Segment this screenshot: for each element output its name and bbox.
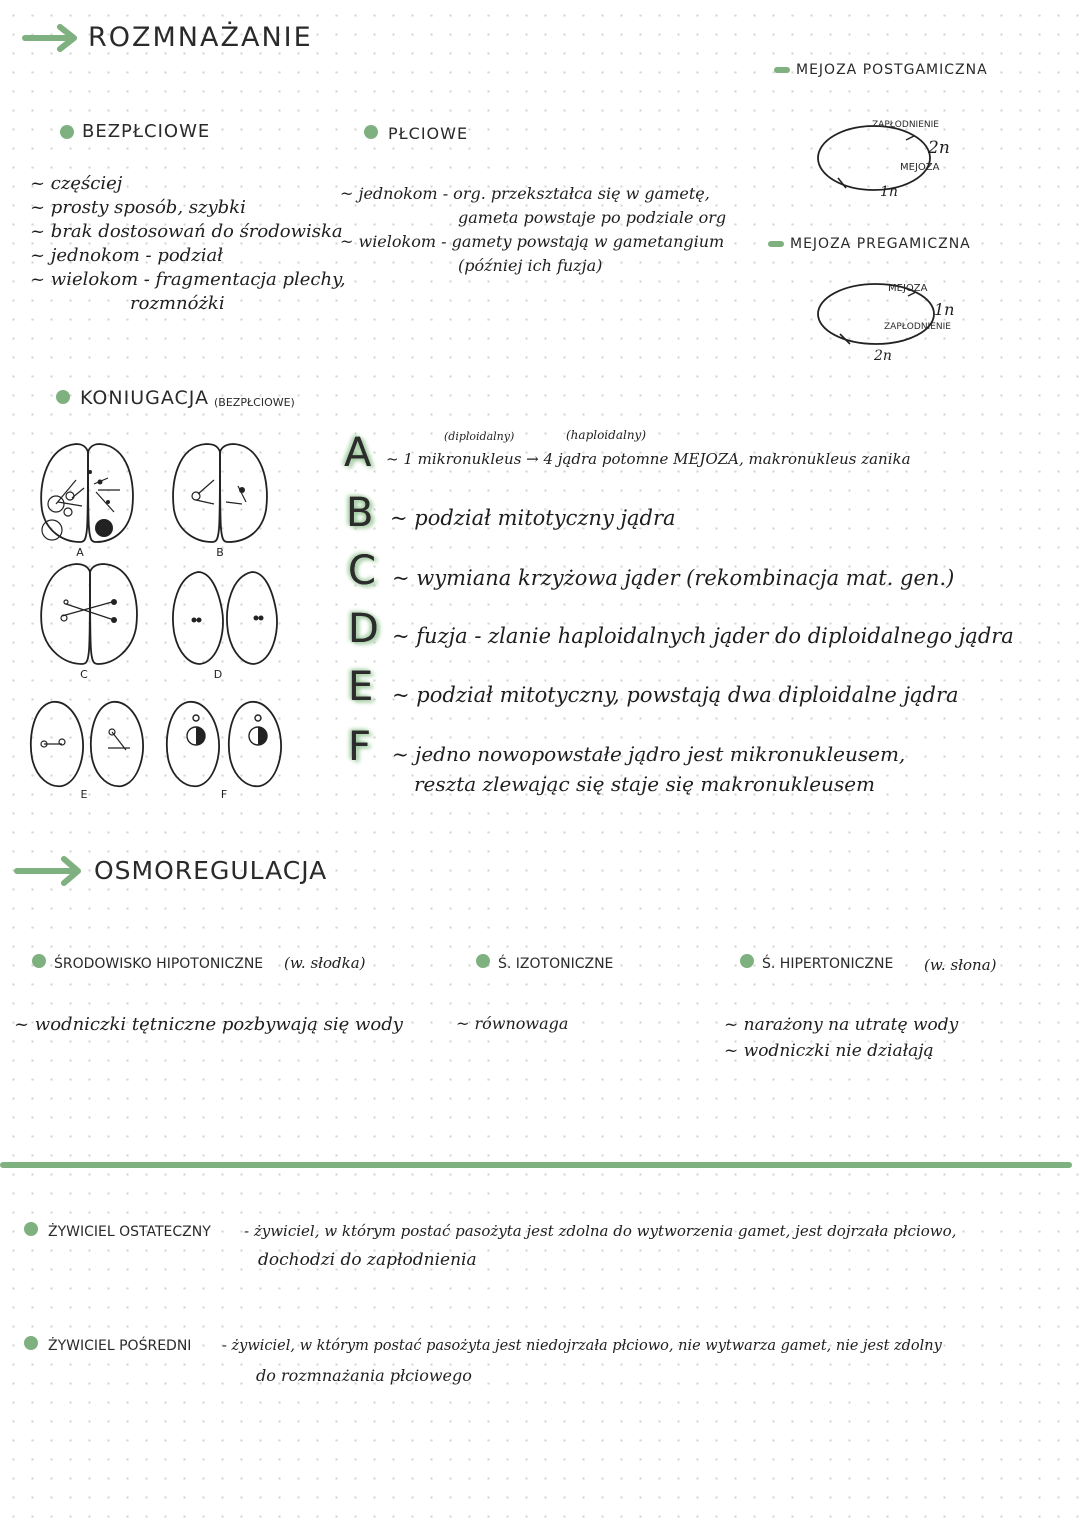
bullet-dot	[60, 125, 74, 139]
bullet-dot	[740, 954, 754, 968]
list-item: ~ jednokom - podział	[30, 245, 224, 266]
pregamic-label-diploid: 2n	[874, 348, 892, 364]
annotation-haploid: (haploidalny)	[566, 428, 647, 442]
hypertonic-heading: Ś. HIPERTONICZNE	[762, 956, 894, 972]
step-text-e: ~ podział mitotyczny, powstają dwa diploidalne jądra	[392, 683, 959, 707]
figure-label-a: A	[76, 546, 84, 559]
definitive-host-line2: dochodzi do zapłodnienia	[258, 1250, 477, 1270]
pregamic-label-meiosis: MEJOZA	[888, 283, 928, 294]
sexual-heading: PŁCIOWE	[388, 124, 469, 143]
step-letter-f: F	[348, 724, 372, 770]
conjugation-figure	[28, 432, 298, 804]
step-text-a: ~ 1 mikronukleus → 4 jądra potomne MEJOZA, makronukleus zanika	[386, 450, 911, 468]
bullet-dot	[56, 390, 70, 404]
bullet-dash	[768, 241, 784, 247]
page-title-osmoregulation: OSMOREGULACJA	[94, 856, 328, 885]
step-letter-e: E	[348, 664, 374, 710]
hypotonic-text: ~ wodniczki tętniczne pozbywają się wody	[14, 1014, 403, 1035]
list-item: rozmnóżki	[130, 293, 225, 314]
postgamic-label-haploid: 1n	[880, 184, 898, 200]
pregamic-label-fertilization: ZAPŁODNIENIE	[884, 322, 951, 332]
step-text-f-continued: reszta zlewając się staje się makronukleusem	[414, 772, 876, 796]
bullet-dot	[364, 125, 378, 139]
list-item: ~ prosty sposób, szybki	[30, 197, 246, 218]
bullet-dot	[24, 1336, 38, 1350]
list-item: ~ częściej	[30, 173, 123, 194]
step-letter-a: A	[344, 430, 372, 476]
page-title-reproduction: ROZMNAŻANIE	[88, 22, 313, 53]
title-arrow-icon	[22, 24, 80, 52]
postgamic-label-meiosis: MEJOZA	[900, 162, 940, 173]
list-item: ~ wielokom - fragmentacja plechy,	[30, 269, 346, 290]
asexual-heading: BEZPŁCIOWE	[82, 121, 211, 142]
step-text-b: ~ podział mitotyczny jądra	[390, 506, 676, 530]
figure-label-f: F	[220, 788, 228, 801]
hypotonic-note: (w. słodka)	[284, 954, 366, 972]
figure-label-b: B	[216, 546, 224, 559]
step-text-d: ~ fuzja - zlanie haploidalnych jąder do diploidalnego jądra	[392, 624, 1014, 648]
postgamic-label-ploidy: 2n	[928, 138, 950, 158]
list-item: (później ich fuzja)	[458, 256, 603, 275]
hypertonic-note: (w. słona)	[924, 956, 997, 974]
step-text-c: ~ wymiana krzyżowa jąder (rekombinacja mat. gen.)	[392, 566, 955, 590]
bullet-dot	[476, 954, 490, 968]
sexual-list	[340, 182, 726, 278]
list-item: gameta powstaje po podziale org	[458, 208, 727, 227]
hypotonic-heading: ŚRODOWISKO HIPOTONICZNE	[54, 956, 264, 972]
annotation-diploid: (diploidalny)	[444, 430, 515, 443]
pregamic-heading: MEJOZA PREGAMICZNA	[790, 236, 971, 252]
isotonic-text: ~ równowaga	[456, 1014, 569, 1033]
bullet-dash	[774, 67, 790, 73]
postgamic-heading: MEJOZA POSTGAMICZNA	[796, 62, 988, 78]
title-arrow-icon	[14, 856, 84, 886]
list-item: ~ wielokom - gamety powstają w gametangium	[340, 232, 725, 251]
conjugation-note: (BEZPŁCIOWE)	[214, 396, 295, 409]
figure-label-e: E	[80, 788, 88, 801]
step-letter-c: C	[348, 548, 376, 594]
section-divider	[0, 1162, 1072, 1168]
intermediate-host-line2: do rozmnażania płciowego	[256, 1366, 472, 1385]
isotonic-heading: Ś. IZOTONICZNE	[498, 956, 614, 972]
list-item: ~ brak dostosowań do środowiska	[30, 221, 343, 242]
list-item: ~ jednokom - org. przekształca się w gametę,	[340, 184, 710, 203]
asexual-list	[30, 172, 346, 316]
step-letter-b: B	[346, 490, 374, 536]
pregamic-label-ploidy: 1n	[934, 300, 955, 319]
definitive-host-term: ŻYWICIEL OSTATECZNY	[48, 1224, 211, 1240]
conjugation-heading: KONIUGACJA	[80, 387, 210, 409]
step-text-f: ~ jedno nowopowstałe jądro jest mikronukleusem,	[392, 742, 906, 766]
intermediate-host-line1: - żywiciel, w którym postać pasożyta jest niedojrzała płciowo, nie wytwarza gamet, nie jest zdolny	[222, 1338, 942, 1354]
bullet-dot	[32, 954, 46, 968]
figure-label-c: C	[80, 668, 88, 681]
definitive-host-line1: - żywiciel, w którym postać pasożyta jest zdolna do wytworzenia gamet, jest dojrzała płciowo,	[244, 1222, 957, 1240]
bullet-dot	[24, 1222, 38, 1236]
intermediate-host-term: ŻYWICIEL POŚREDNI	[48, 1338, 192, 1354]
step-letter-d: D	[348, 606, 379, 652]
list-item: ~ wodniczki nie działają	[724, 1041, 934, 1061]
postgamic-label-fertilization: ZAPŁODNIENIE	[872, 120, 939, 130]
hypertonic-list	[724, 1012, 958, 1064]
figure-label-d: D	[213, 668, 223, 681]
list-item: ~ narażony na utratę wody	[724, 1015, 959, 1035]
